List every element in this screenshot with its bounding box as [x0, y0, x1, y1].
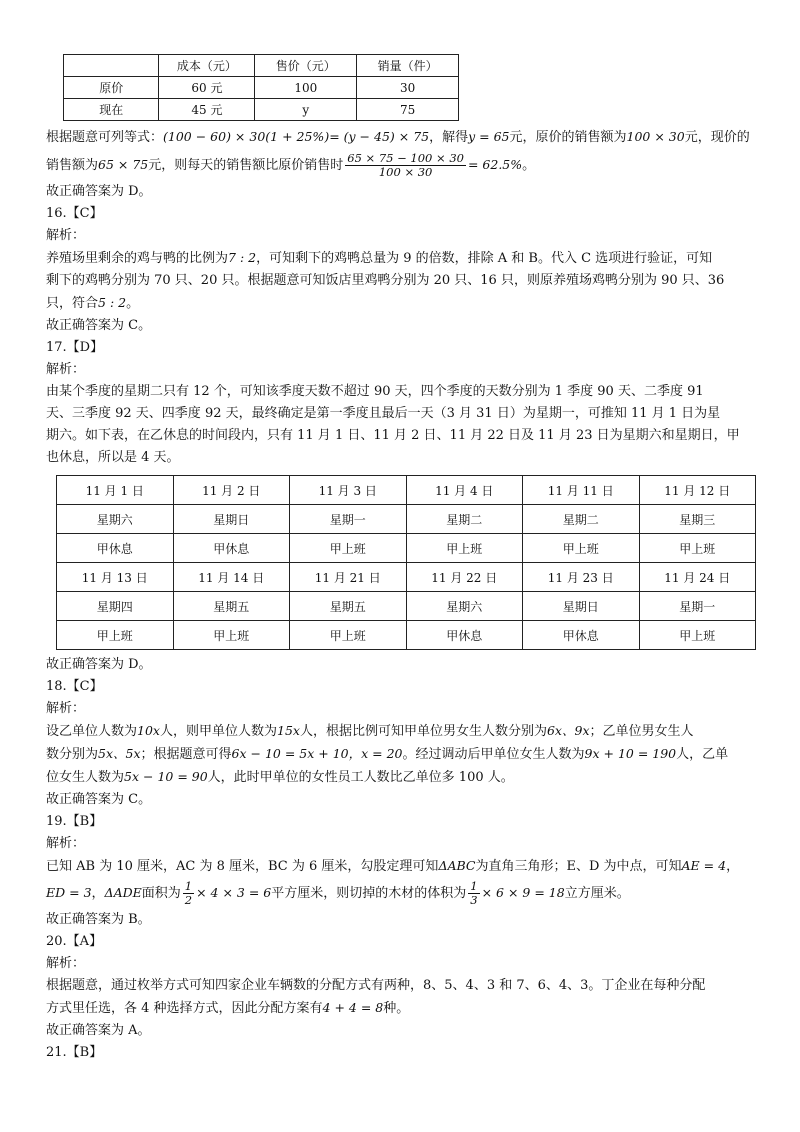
- text: ；根据题意可得: [140, 747, 232, 762]
- table-cell: 甲上班: [406, 534, 523, 563]
- equation: (100 − 60) × 30(1 + 25%)= (y − 45) × 75: [163, 129, 430, 144]
- equation: 5x − 10 = 90: [124, 769, 208, 784]
- text: 平方厘米，则切掉的木材的体积为: [271, 886, 467, 901]
- table-row: [64, 77, 459, 99]
- q19-line-2: [46, 878, 762, 909]
- q16-line-2: 剩下的鸡鸭分别为 70 只、20 只。根据题意可知饭店里鸡鸭分别为 20 只、16 只，则原养殖场鸡鸭分别为 90 只、36: [46, 273, 725, 288]
- fraction: [345, 152, 466, 179]
- table-cell: 60 元: [159, 77, 255, 99]
- text: 人，根据比例可知甲单位男女生人数分别为: [299, 724, 547, 739]
- fraction: [468, 880, 479, 907]
- q18-line-2: [46, 743, 762, 766]
- equation: 10x: [137, 723, 160, 738]
- table-cell: 星期四: [57, 592, 174, 621]
- table-cell: 75: [357, 99, 459, 121]
- text: 根据题意可列等式：: [46, 130, 164, 145]
- q20-line-2: [46, 997, 762, 1020]
- q20-heading: 20.【A】: [46, 934, 103, 949]
- table-cell: 100: [255, 77, 357, 99]
- fraction-denominator: 100 × 30: [378, 165, 433, 179]
- table-cell: 11 月 1 日: [57, 476, 174, 505]
- text: 人，则甲单位人数为: [159, 724, 277, 739]
- table-cell: 甲休息: [406, 621, 523, 650]
- equation: y = 65: [468, 129, 510, 144]
- text: 养殖场里剩余的鸡与鸭的比例为: [46, 251, 229, 266]
- equation: 4 + 4 = 8: [322, 1000, 384, 1015]
- q15-answer: 故正确答案为 D。: [46, 184, 152, 199]
- table-cell: 星期六: [406, 592, 523, 621]
- text: 为直角三角形；E、D 为中点，可知: [475, 859, 682, 874]
- fraction-numerator: 65 × 75 − 100 × 30: [347, 151, 464, 165]
- q16-answer: 故正确答案为 C。: [46, 318, 152, 333]
- text: 销售额为: [46, 158, 99, 173]
- q16-analysis-label: 解析：: [46, 228, 86, 243]
- text: 位女生人数为: [46, 770, 125, 785]
- q17-analysis-label: 解析：: [46, 362, 86, 377]
- q19-heading: 19.【B】: [46, 814, 103, 829]
- table-cell: 星期五: [290, 592, 407, 621]
- table-cell: 星期二: [523, 505, 640, 534]
- table-row: [57, 621, 756, 650]
- table-cell: [64, 55, 159, 77]
- equation: × 6 × 9 = 18: [481, 885, 565, 900]
- equation: 15x: [277, 723, 300, 738]
- q17-line-3: 期六。如下表，在乙休息的时间段内，只有 11 月 1 日、11 月 2 日、11 月 22 日及 11 月 23 日为星期六和星期日，甲: [46, 428, 740, 443]
- text: ，: [91, 886, 105, 901]
- fraction-denominator: 3: [470, 893, 478, 907]
- table-cell: 甲休息: [57, 534, 174, 563]
- table-cell: y: [255, 99, 357, 121]
- table-cell: 甲上班: [639, 621, 756, 650]
- table-cell: 现在: [64, 99, 159, 121]
- table-cell: 星期日: [523, 592, 640, 621]
- fraction-numerator: 1: [470, 879, 478, 893]
- equation: 5x、5x: [98, 746, 141, 761]
- table-cell: 甲上班: [290, 621, 407, 650]
- table-cell: 星期二: [406, 505, 523, 534]
- equation: = 62.5%: [467, 157, 523, 172]
- equation: 5 : 2: [98, 295, 127, 310]
- equation: 100 × 30: [626, 129, 685, 144]
- equation: × 4 × 3 = 6: [196, 885, 272, 900]
- q16-heading: 16.【C】: [46, 206, 103, 221]
- text: 面积为: [141, 886, 181, 901]
- table-cell: 销量（件）: [357, 55, 459, 77]
- equation: 7 : 2: [228, 250, 257, 265]
- table-cell: 11 月 13 日: [57, 563, 174, 592]
- table-cell: 11 月 23 日: [523, 563, 640, 592]
- table-cell: 11 月 24 日: [639, 563, 756, 592]
- text: 方式里任选，各 4 种选择方式，因此分配方案有: [46, 1001, 323, 1016]
- text: 。: [522, 158, 536, 173]
- q18-line-1: [46, 720, 762, 743]
- fraction-numerator: 1: [184, 879, 193, 893]
- table-row: [57, 476, 756, 505]
- q21-heading: 21.【B】: [46, 1045, 103, 1060]
- table-cell: 11 月 2 日: [173, 476, 290, 505]
- document-page: [46, 54, 762, 1064]
- q16-line-3: [46, 292, 762, 315]
- table-cell: 甲上班: [173, 621, 290, 650]
- q20-answer: 故正确答案为 A。: [46, 1023, 151, 1038]
- q17-line-1: 由某个季度的星期二只有 12 个，可知该季度天数不超过 90 天，四个季度的天数分别为 1 季度 90 天、二季度 91: [46, 384, 704, 399]
- table-cell: 11 月 4 日: [406, 476, 523, 505]
- price-sales-table: [63, 54, 459, 121]
- text: 只，符合: [46, 296, 99, 311]
- equation: ΔABC: [438, 858, 476, 873]
- text: ，可知剩下的鸡鸭总量为 9 的倍数，排除 A 和 B。代入 C 选项进行验证，可知: [256, 251, 713, 266]
- text: 设乙单位人数为: [46, 724, 138, 739]
- table-cell: 星期五: [173, 592, 290, 621]
- q20-line-1: 根据题意，通过枚举方式可知四家企业车辆数的分配方式有两种，8、5、4、3 和 7、6、4、3。丁企业在每种分配: [46, 978, 706, 993]
- text: 元，则每天的销售额比原价销售时: [148, 158, 344, 173]
- table-cell: 星期日: [173, 505, 290, 534]
- table-cell: 45 元: [159, 99, 255, 121]
- q17-line-4: 也休息，所以是 4 天。: [46, 450, 180, 465]
- table-cell: 甲休息: [173, 534, 290, 563]
- q19-analysis-label: 解析：: [46, 836, 86, 851]
- equation: 6x、9x: [546, 723, 590, 738]
- text: ；乙单位男女生人: [589, 724, 694, 739]
- table-cell: 星期六: [57, 505, 174, 534]
- table-cell: 11 月 21 日: [290, 563, 407, 592]
- table-cell: 原价: [64, 77, 159, 99]
- equation: 6x − 10 = 5x + 10，x = 20: [231, 746, 403, 761]
- equation: AE = 4: [681, 858, 727, 873]
- text: 立方厘米。: [564, 886, 630, 901]
- fraction-denominator: 2: [184, 893, 193, 907]
- text: 数分别为: [46, 747, 99, 762]
- table-cell: 星期三: [639, 505, 756, 534]
- text: 人，乙单: [676, 747, 729, 762]
- table-cell: 售价（元）: [255, 55, 357, 77]
- table-cell: 30: [357, 77, 459, 99]
- table-row: [57, 592, 756, 621]
- table-cell: 11 月 14 日: [173, 563, 290, 592]
- q17-line-2: 天、三季度 92 天、四季度 92 天，最终确定是第一季度且最后一天（3 月 31 日）为星期一，可推知 11 月 1 日为星: [46, 406, 721, 421]
- q15-line-2: [46, 150, 762, 181]
- text: ，解得: [429, 130, 469, 145]
- q18-heading: 18.【C】: [46, 679, 103, 694]
- table-cell: 甲上班: [57, 621, 174, 650]
- text: 。: [126, 296, 140, 311]
- table-cell: 甲休息: [523, 621, 640, 650]
- table-cell: 成本（元）: [159, 55, 255, 77]
- table-row: [64, 55, 459, 77]
- table-cell: 甲上班: [639, 534, 756, 563]
- table-cell: 11 月 3 日: [290, 476, 407, 505]
- table-cell: 11 月 22 日: [406, 563, 523, 592]
- q18-answer: 故正确答案为 C。: [46, 792, 152, 807]
- q18-line-3: [46, 766, 762, 789]
- table-cell: 星期一: [639, 592, 756, 621]
- text: 人，此时甲单位的女性员工人数比乙单位多 100 人。: [207, 770, 514, 785]
- table-cell: 11 月 12 日: [639, 476, 756, 505]
- q16-line-1: [46, 247, 762, 270]
- q19-answer: 故正确答案为 B。: [46, 912, 151, 927]
- q19-line-1: [46, 855, 762, 878]
- q18-analysis-label: 解析：: [46, 701, 86, 716]
- table-row: [57, 563, 756, 592]
- text: 种。: [383, 1001, 410, 1016]
- table-cell: 星期一: [290, 505, 407, 534]
- text: 元，原价的销售额为: [509, 130, 627, 145]
- equation: 65 × 75: [98, 157, 149, 172]
- calendar-table: [56, 475, 756, 650]
- text: 元，现价的: [684, 130, 750, 145]
- equation: 9x + 10 = 190: [584, 746, 677, 761]
- table-cell: 甲上班: [290, 534, 407, 563]
- text: 已知 AB 为 10 厘米，AC 为 8 厘米，BC 为 6 厘米，勾股定理可知: [46, 859, 439, 874]
- table-row: [64, 99, 459, 121]
- q17-heading: 17.【D】: [46, 340, 104, 355]
- equation: ΔADE: [104, 885, 142, 900]
- fraction: [183, 880, 194, 907]
- table-cell: 甲上班: [523, 534, 640, 563]
- equation: ED = 3: [46, 885, 92, 900]
- table-cell: 11 月 11 日: [523, 476, 640, 505]
- q15-line-1: [46, 125, 762, 150]
- table-row: [57, 534, 756, 563]
- text: 。经过调动后甲单位女生人数为: [402, 747, 585, 762]
- table-row: [57, 505, 756, 534]
- q20-analysis-label: 解析：: [46, 956, 86, 971]
- q17-answer: 故正确答案为 D。: [46, 657, 152, 672]
- text: ，: [726, 859, 740, 874]
